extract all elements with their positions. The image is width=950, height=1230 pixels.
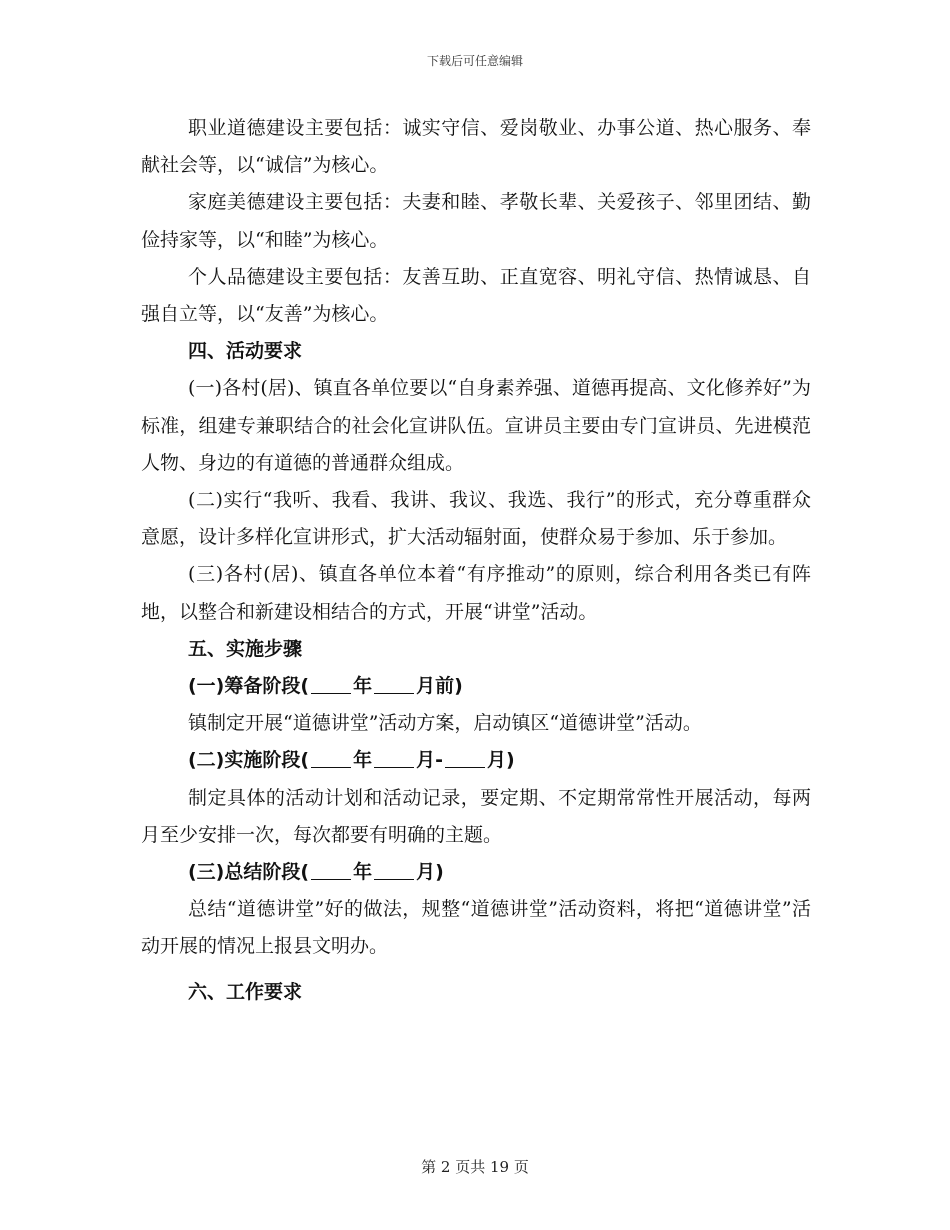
stage-label: (三)总结阶段(	[188, 861, 310, 884]
year-label: 年	[353, 861, 373, 884]
paragraph-summary: 总结“道德讲堂”好的做法，规整“道德讲堂”活动资料，将把“道德讲堂”活动开展的情况上报县文明办。	[141, 898, 811, 958]
blank-line	[311, 860, 351, 880]
month-label: 月)	[486, 749, 515, 772]
subheading-summary-stage	[141, 854, 811, 891]
section-heading-activity-requirements: 四、活动要求	[188, 340, 303, 363]
stage-label: (一)筹备阶段(	[188, 675, 310, 698]
paragraph-requirement-1: (一)各村(居)、镇直各单位要以“自身素养强、道德再提高、文化修养好”为标准，组建专兼职结合的社会化宣讲队伍。宣讲员主要由专门宣讲员、先进模范人物、身边的有道德的普通群众组成。	[141, 377, 811, 474]
stage-label: (二)实施阶段(	[188, 749, 310, 772]
paragraph-personal-character: 个人品德建设主要包括：友善互助、正直宽容、明礼守信、热情诚恳、自强自立等，以“友善”为核心。	[141, 265, 811, 326]
paragraph-implementation: 制定具体的活动计划和活动记录，要定期、不定期常常性开展活动，每两月至少安排一次，每次都要有明确的主题。	[141, 786, 811, 846]
blank-line	[311, 748, 351, 768]
section-heading-implementation-steps: 五、实施步骤	[188, 637, 303, 660]
year-label: 年	[353, 675, 373, 698]
subheading-implementation-stage	[141, 742, 811, 779]
paragraph-requirement-3: (三)各村(居)、镇直各单位本着“有序推动”的原则，综合利用各类已有阵地，以整合和新建设相结合的方式，开展“讲堂”活动。	[141, 563, 811, 623]
section-heading-work-requirements: 六、工作要求	[188, 980, 303, 1003]
blank-line	[374, 860, 414, 880]
document-body	[141, 110, 811, 1011]
page-footer: 第 2 页共 19 页	[421, 1158, 529, 1176]
page-header: 下载后可任意编辑	[426, 54, 523, 68]
paragraph-requirement-2: (二)实行“我听、我看、我讲、我议、我选、我行”的形式，充分尊重群众意愿，设计多样化宣讲形式，扩大活动辐射面，使群众易于参加、乐于参加。	[141, 489, 811, 549]
paragraph-preparation: 镇制定开展“道德讲堂”活动方案，启动镇区“道德讲堂”活动。	[188, 712, 702, 735]
paragraph-professional-ethics: 职业道德建设主要包括：诚实守信、爱岗敬业、办事公道、热心服务、奉献社会等，以“诚信”为核心。	[141, 117, 811, 177]
blank-line	[311, 674, 351, 694]
year-label: 年	[353, 749, 373, 772]
subheading-preparation-stage	[141, 668, 811, 705]
blank-line	[374, 674, 414, 694]
month-label: 月-	[416, 749, 443, 772]
blank-line	[445, 748, 485, 768]
month-label: 月)	[416, 861, 444, 884]
month-label: 月前)	[416, 675, 463, 698]
paragraph-family-virtues: 家庭美德建设主要包括：夫妻和睦、孝敬长辈、关爱孩子、邻里团结、勤俭持家等，以“和睦”为核心。	[141, 191, 811, 251]
blank-line	[374, 748, 414, 768]
